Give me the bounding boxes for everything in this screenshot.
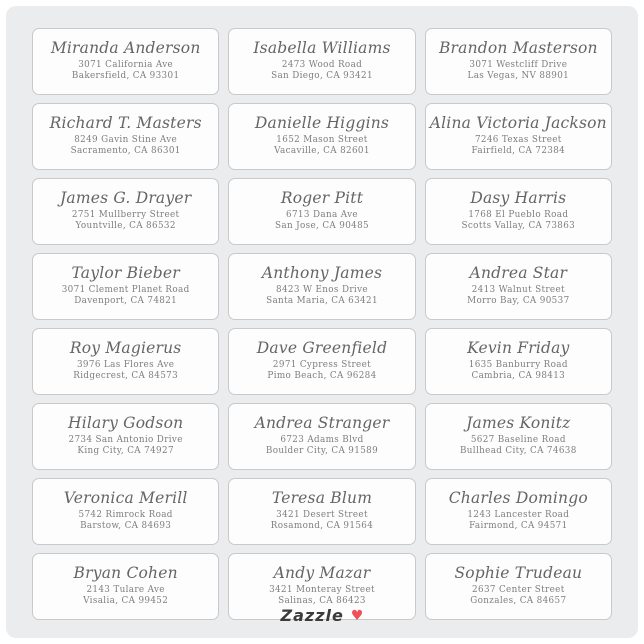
address-line-1: 2143 Tulare Ave <box>86 584 165 595</box>
address-line-2: Cambria, CA 98413 <box>471 371 566 382</box>
address-line-1: 1635 Banburry Road <box>468 359 568 370</box>
address-line-2: Bullhead City, CA 74638 <box>459 446 577 457</box>
address-line-2: San Jose, CA 90485 <box>274 221 370 232</box>
recipient-name: Isabella Williams <box>253 38 391 57</box>
address-label <box>228 328 415 395</box>
address-line-2: Visalia, CA 99452 <box>83 596 169 607</box>
address-line-1: 5742 Rimrock Road <box>78 509 173 520</box>
address-label <box>32 178 219 245</box>
address-line-2: Scotts Vallay, CA 73863 <box>461 221 576 232</box>
sticker-sheet <box>6 6 638 638</box>
address-line-2: Davenport, CA 74821 <box>74 296 178 307</box>
address-line-1: 2473 Wood Road <box>281 59 363 70</box>
address-label <box>228 103 415 170</box>
address-line-1: 2751 Mullberry Street <box>71 209 180 220</box>
address-line-1: 5627 Baseline Road <box>470 434 566 445</box>
address-line-2: Fairfield, CA 72384 <box>471 146 566 157</box>
address-line-1: 3421 Monteray Street <box>269 584 375 595</box>
address-line-1: 3421 Desert Street <box>276 509 368 520</box>
recipient-name: Alina Victoria Jackson <box>429 113 607 132</box>
address-line-2: Ridgecrest, CA 84573 <box>73 371 179 382</box>
address-line-2: King City, CA 74927 <box>77 446 174 457</box>
address-label <box>228 253 415 320</box>
recipient-name: Brandon Masterson <box>438 38 598 57</box>
address-label <box>425 478 612 545</box>
address-line-2: Las Vegas, NV 88901 <box>467 71 570 82</box>
recipient-name: Dasy Harris <box>470 188 567 207</box>
address-label <box>32 328 219 395</box>
recipient-name: Dave Greenfield <box>256 338 388 357</box>
address-line-2: Gonzales, CA 84657 <box>470 596 567 607</box>
recipient-name: Andy Mazar <box>273 563 371 582</box>
address-label <box>425 28 612 95</box>
address-line-1: 2734 San Antonio Drive <box>68 434 183 445</box>
address-line-2: San Diego, CA 93421 <box>271 71 373 82</box>
address-line-1: 1243 Lancester Road <box>467 509 570 520</box>
recipient-name: Richard T. Masters <box>49 113 202 132</box>
recipient-name: Danielle Higgins <box>254 113 390 132</box>
recipient-name: Andrea Stranger <box>254 413 390 432</box>
address-line-2: Boulder City, CA 91589 <box>265 446 379 457</box>
address-line-1: 3071 Westcliff Drive <box>469 59 568 70</box>
address-label <box>425 253 612 320</box>
address-line-2: Vacaville, CA 82601 <box>274 146 370 157</box>
address-line-2: Yountville, CA 86532 <box>75 221 176 232</box>
recipient-name: Hilary Godson <box>68 413 184 432</box>
zazzle-wordmark: Zazzle <box>280 606 344 625</box>
recipient-name: Charles Domingo <box>448 488 588 507</box>
address-label <box>32 253 219 320</box>
address-line-2: Morro Bay, CA 90537 <box>467 296 570 307</box>
heart-icon: ♥ <box>350 608 364 624</box>
address-line-1: 8249 Gavin Stine Ave <box>74 134 178 145</box>
recipient-name: Andrea Star <box>469 263 568 282</box>
address-label <box>32 403 219 470</box>
address-line-1: 8423 W Enos Drive <box>276 284 368 295</box>
address-line-1: 3976 Las Flores Ave <box>76 359 175 370</box>
address-label <box>32 103 219 170</box>
brand-footer <box>6 606 638 625</box>
address-label <box>32 28 219 95</box>
address-line-1: 6723 Adams Blvd <box>280 434 364 445</box>
address-label <box>228 178 415 245</box>
address-line-1: 3071 California Ave <box>78 59 174 70</box>
address-line-2: Fairmond, CA 94571 <box>469 521 568 532</box>
recipient-name: Miranda Anderson <box>50 38 201 57</box>
label-grid <box>32 28 612 620</box>
address-line-1: 7246 Texas Street <box>474 134 562 145</box>
recipient-name: Taylor Bieber <box>71 263 180 282</box>
recipient-name: Veronica Merill <box>63 488 188 507</box>
address-label <box>425 103 612 170</box>
address-line-1: 2413 Walnut Street <box>471 284 565 295</box>
address-label <box>228 403 415 470</box>
address-line-1: 2971 Cypress Street <box>272 359 372 370</box>
recipient-name: Sophie Trudeau <box>454 563 583 582</box>
address-line-1: 1652 Mason Street <box>276 134 368 145</box>
address-line-2: Rosamond, CA 91564 <box>270 521 374 532</box>
recipient-name: James Konitz <box>466 413 571 432</box>
address-line-2: Bakersfield, CA 93301 <box>71 71 180 82</box>
recipient-name: Roger Pitt <box>280 188 364 207</box>
address-label <box>425 178 612 245</box>
address-line-1: 1768 El Pueblo Road <box>468 209 569 220</box>
address-line-2: Barstow, CA 84693 <box>80 521 172 532</box>
address-line-2: Santa Maria, CA 63421 <box>266 296 378 307</box>
address-label <box>425 328 612 395</box>
address-line-1: 2637 Center Street <box>472 584 565 595</box>
recipient-name: Roy Magierus <box>69 338 182 357</box>
recipient-name: James G. Drayer <box>60 188 192 207</box>
address-label <box>228 478 415 545</box>
recipient-name: Kevin Friday <box>467 338 570 357</box>
address-label <box>425 403 612 470</box>
address-label <box>32 478 219 545</box>
address-line-2: Salinas, CA 86423 <box>278 596 366 607</box>
recipient-name: Anthony James <box>261 263 383 282</box>
address-line-1: 3071 Clement Planet Road <box>61 284 190 295</box>
recipient-name: Bryan Cohen <box>73 563 178 582</box>
address-line-2: Pimo Beach, CA 96284 <box>267 371 377 382</box>
address-line-2: Sacramento, CA 86301 <box>70 146 181 157</box>
recipient-name: Teresa Blum <box>271 488 373 507</box>
address-label <box>228 28 415 95</box>
address-line-1: 6713 Dana Ave <box>286 209 358 220</box>
